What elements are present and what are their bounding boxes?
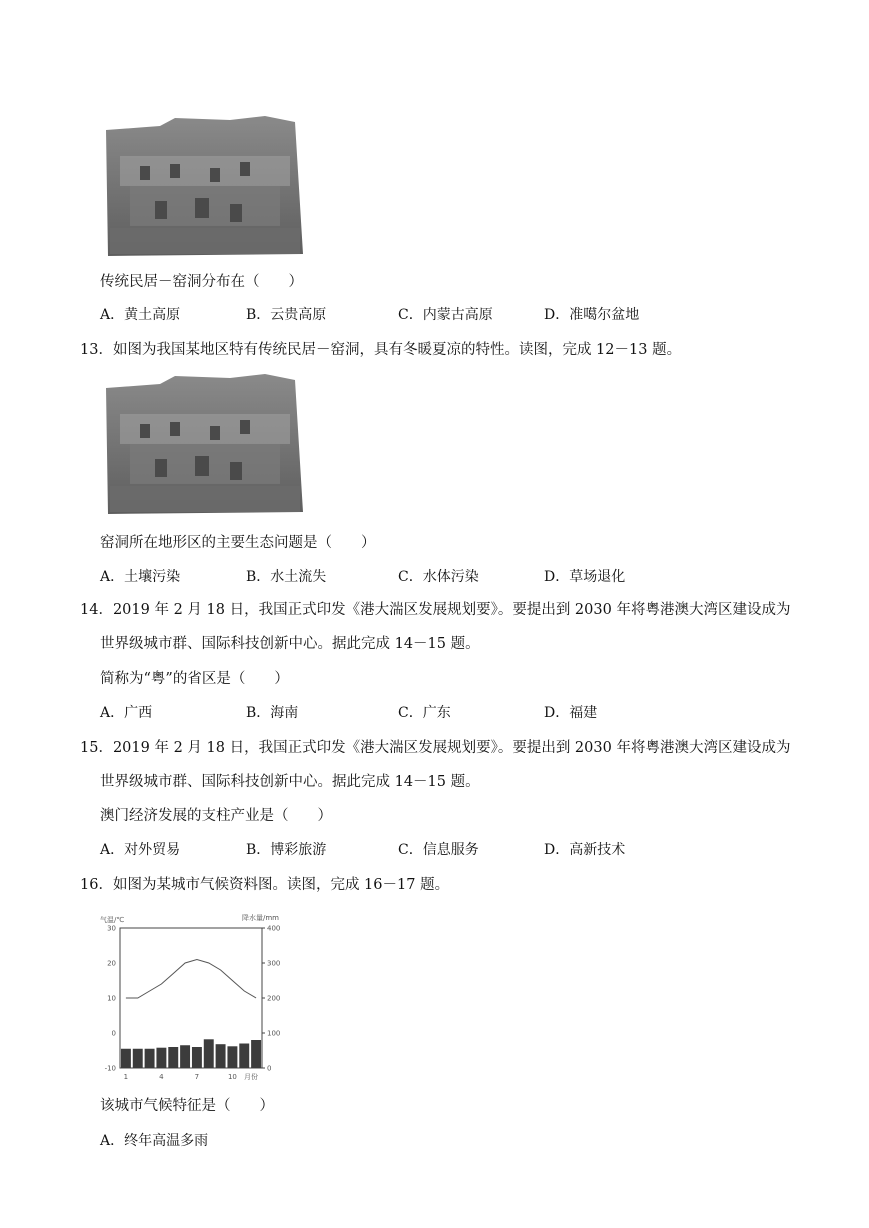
precipitation-bar: [156, 1048, 166, 1068]
q15-intro-line1: 15．2019 年 2 月 18 日，我国正式印发《港大湍区发展规划要》。要提出到 2030 年将粤港澳大湾区建设成为: [80, 740, 791, 756]
precipitation-bar: [133, 1049, 143, 1068]
temperature-tick-label: 10: [107, 994, 116, 1003]
q15-stem: 澳门经济发展的支柱产业是（ ）: [100, 808, 332, 824]
month-tick-label: 4: [159, 1073, 164, 1081]
q15-intro-line2: 世界级城市群、国际科技创新中心。据此完成 14－15 题。: [100, 774, 480, 790]
precipitation-bar: [204, 1039, 214, 1068]
precipitation-bar: [239, 1044, 249, 1069]
precipitation-tick-label: 400: [267, 924, 281, 933]
precipitation-bar: [145, 1049, 155, 1068]
climate-chart-svg: [96, 912, 286, 1084]
month-axis-label: 月份: [244, 1073, 258, 1081]
month-tick-label: 1: [123, 1073, 129, 1081]
q15-option-d[interactable]: D．高新技术: [544, 842, 626, 858]
precipitation-tick-label: 300: [267, 959, 281, 968]
q14-intro-line1: 14．2019 年 2 月 18 日，我国正式印发《港大湍区发展规划要》。要提出到 2030 年将粤港澳大湾区建设成为: [80, 602, 791, 618]
q12-option-a[interactable]: A．黄土高原: [100, 307, 181, 323]
q15-option-b[interactable]: B．博彩旅游: [246, 842, 327, 858]
q15-option-a[interactable]: A．对外贸易: [100, 842, 181, 858]
climate-chart: [96, 912, 286, 1084]
precipitation-bar: [180, 1045, 190, 1068]
q13-option-a[interactable]: A．土壤污染: [100, 569, 181, 585]
precipitation-bar: [192, 1047, 202, 1068]
q12-stem: 传统民居－窑洞分布在（ ）: [100, 274, 303, 290]
q14-option-d[interactable]: D．福建: [544, 705, 598, 721]
q13-option-c[interactable]: C．水体污染: [398, 569, 479, 585]
precipitation-tick-label: 0: [267, 1064, 272, 1073]
cave-dwelling-photo-1: [100, 116, 305, 258]
temperature-tick-label: 0: [111, 1029, 116, 1038]
q14-stem: 简称为“粤”的省区是（ ）: [100, 671, 289, 687]
q13-intro: 13．如图为我国某地区特有传统民居－窑洞，具有冬暖夏凉的特性。读图，完成 12－13 题。: [80, 342, 682, 358]
q13-option-b[interactable]: B．水土流失: [246, 569, 327, 585]
precipitation-bar: [168, 1047, 178, 1068]
month-tick-label: 10: [227, 1073, 237, 1081]
q12-option-b[interactable]: B．云贵高原: [246, 307, 327, 323]
precipitation-bar: [121, 1049, 131, 1068]
q12-option-d[interactable]: D．准噶尔盆地: [544, 307, 640, 323]
precipitation-tick-label: 100: [267, 1029, 281, 1038]
temperature-axis-label: 气温/℃: [100, 916, 125, 924]
cave-dwelling-image: [100, 374, 305, 516]
q16-intro: 16．如图为某城市气候资料图。读图，完成 16－17 题。: [80, 877, 450, 893]
q14-option-c[interactable]: C．广东: [398, 705, 451, 721]
q14-option-b[interactable]: B．海南: [246, 705, 299, 721]
q14-option-a[interactable]: A．广西: [100, 705, 153, 721]
temperature-tick-label: 20: [107, 959, 116, 968]
q13-option-d[interactable]: D．草场退化: [544, 569, 626, 585]
cave-dwelling-photo-2: [100, 374, 305, 516]
precipitation-bar: [216, 1044, 226, 1068]
q13-stem: 窑洞所在地形区的主要生态问题是（ ）: [100, 535, 376, 551]
q16-option-a[interactable]: A．终年高温多雨: [100, 1133, 209, 1149]
temperature-tick-label: -10: [104, 1064, 116, 1073]
precipitation-bar: [251, 1040, 261, 1068]
precipitation-axis-label: 降水量/mm: [242, 914, 279, 922]
precipitation-bar: [227, 1046, 237, 1068]
q15-option-c[interactable]: C．信息服务: [398, 842, 479, 858]
cave-dwelling-image: [100, 116, 305, 258]
precipitation-tick-label: 200: [267, 994, 281, 1003]
q14-intro-line2: 世界级城市群、国际科技创新中心。据此完成 14－15 题。: [100, 636, 480, 652]
temperature-tick-label: 30: [107, 924, 116, 933]
temperature-line: [126, 960, 256, 999]
q12-option-c[interactable]: C．内蒙古高原: [398, 307, 493, 323]
q16-stem: 该城市气候特征是（ ）: [100, 1098, 274, 1114]
month-tick-label: 7: [194, 1073, 200, 1081]
